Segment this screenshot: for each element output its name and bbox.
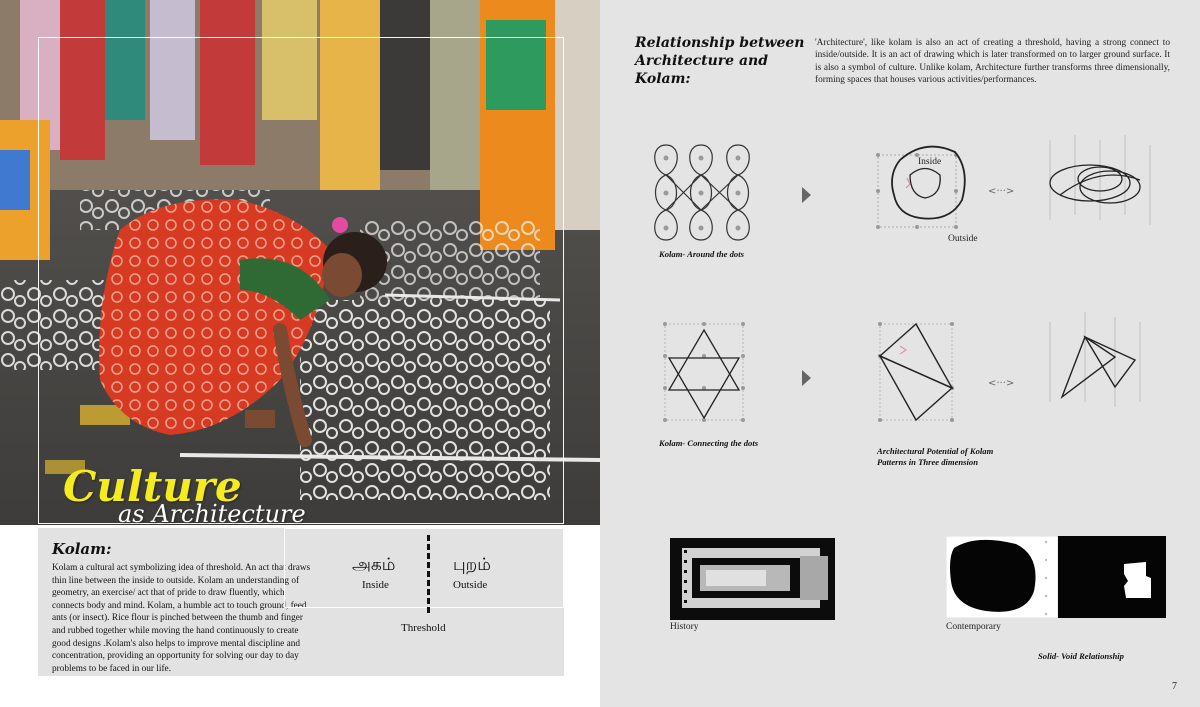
- arrow-right-icon: [802, 187, 811, 203]
- label-outside: Outside: [453, 579, 488, 591]
- caption-around-dots: Kolam- Around the dots: [659, 249, 744, 259]
- caption-architectural-potential: Architectural Potential of Kolam Patterns in Three dimension: [877, 446, 994, 467]
- page-number: 7: [1172, 681, 1177, 692]
- title-culture: Culture: [63, 462, 242, 511]
- threshold-box: [284, 528, 564, 608]
- kolam-3d-triangles-diagram: [1030, 312, 1165, 412]
- contemporary-solid-void-image: [946, 536, 1166, 618]
- diagram-outside-label: Outside: [948, 234, 978, 244]
- tamil-inside: அகம்: [352, 555, 396, 575]
- double-arrow-icon-2: <···>: [988, 378, 1015, 389]
- kolam-heading: Kolam:: [52, 540, 112, 558]
- title-as-architecture: as Architecture: [118, 500, 306, 528]
- caption-contemporary: Contemporary: [946, 622, 1001, 632]
- history-plan-image: [670, 538, 835, 620]
- caption-solid-void: Solid- Void Relationship: [1038, 651, 1124, 661]
- tamil-outside: புறம்: [453, 555, 491, 575]
- kolam-inside-outside-diagram: [870, 140, 980, 240]
- label-threshold: Threshold: [401, 622, 446, 634]
- kolam-photo: [0, 0, 600, 528]
- relationship-heading: Relationship between Architecture and Kolam:: [635, 35, 805, 87]
- kolam-connecting-dots-diagram: [655, 318, 755, 428]
- kolam-around-dots-diagram: [650, 140, 760, 250]
- caption-connecting-dots: Kolam- Connecting the dots: [659, 438, 759, 448]
- label-inside: Inside: [362, 579, 389, 591]
- threshold-dashed-line: [427, 535, 430, 613]
- kolam-potential-diagram: [872, 318, 962, 428]
- diagram-inside-label: Inside: [918, 157, 942, 167]
- relationship-body: 'Architecture', like kolam is also an act of creating a threshold, having a strong connect to inside/outside. It is an act of drawing which is later transformed on to larger ground surface. It is also a symbol of culture. Unlike kolam, Architecture further transforms three dimensionally, forming spaces that houses various activities/performances.: [815, 38, 1170, 85]
- kolam-body-text: Kolam a cultural act symbolizing idea of threshold. An act that draws thin line between the inside to outside. Kolam an understanding of geometry, an exercise/ act that of pride to draw fluently, which connects body and mind. Kolam, a humble act to touch ground, feed ants (or insect). Rice flour is pinched between the thumb and finger and rubbed together while moving the hand continuously to create good designs .Kolam's also helps to improve mental discipline and concentration, providing an opportunity for solving our day to day problems to be faced in our life.: [52, 563, 311, 674]
- double-arrow-icon: <···>: [988, 186, 1015, 197]
- caption-history: History: [670, 622, 699, 632]
- arrow-right-icon-2: [802, 370, 811, 386]
- kolam-3d-loops-diagram: [1030, 135, 1165, 230]
